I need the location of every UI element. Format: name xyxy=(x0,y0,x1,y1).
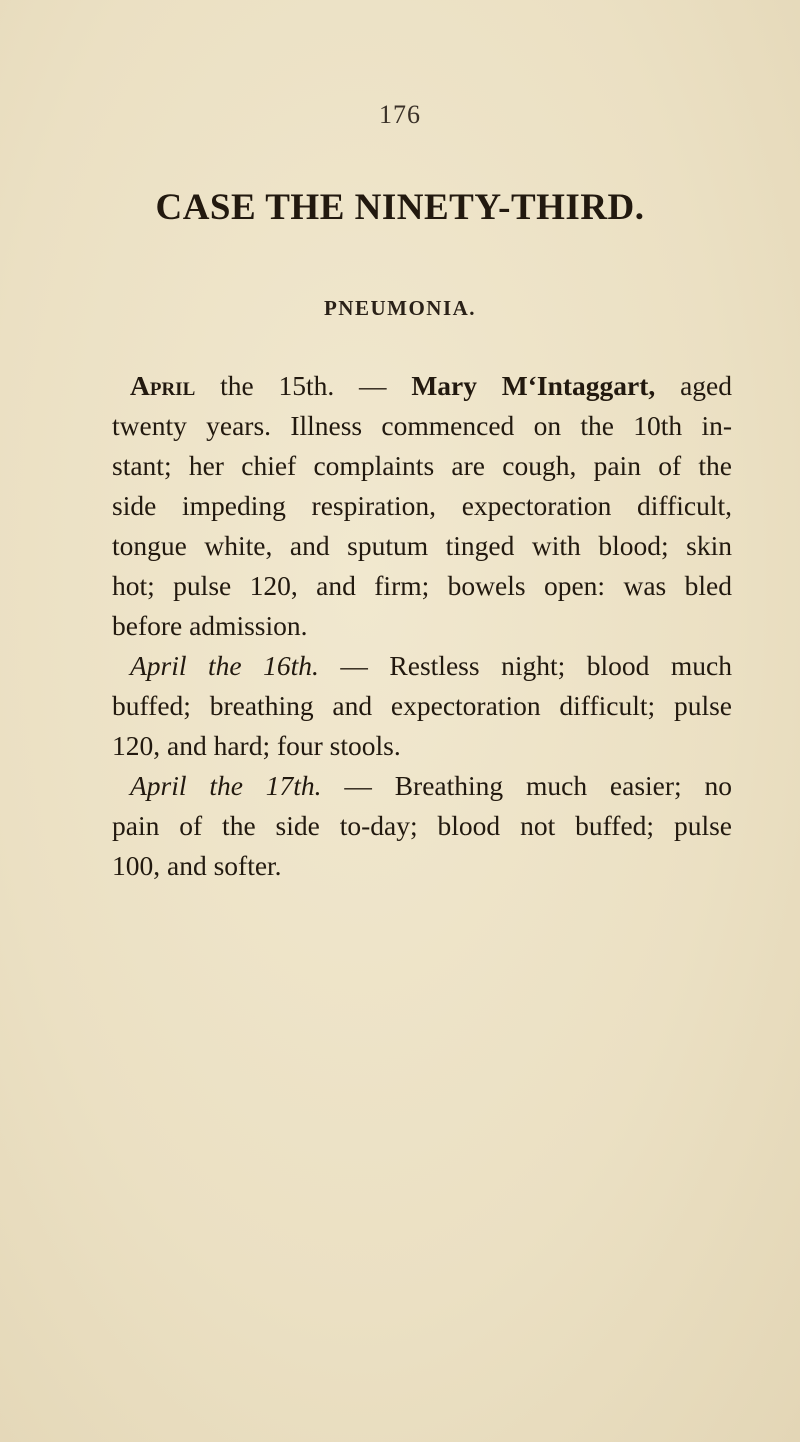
date-label: April xyxy=(130,370,196,401)
entry-april-17-line-3: 100, and softer. xyxy=(112,850,282,881)
entry-april-15-line-7: before admission. xyxy=(112,610,308,641)
page-number: 176 xyxy=(379,100,421,129)
text-fragment: aged xyxy=(680,370,732,401)
date-label: April the 16th. xyxy=(130,650,319,681)
date-label: April the 17th. xyxy=(130,770,322,801)
entry-april-15-line-1 xyxy=(112,366,732,406)
entry-april-15-line-5: tongue white, and sputum tinged with blood; skin xyxy=(112,530,732,561)
entry-april-15-line-4: side impeding respiration, expectoration difficult, xyxy=(112,490,732,521)
patient-name: Mary M‘Intaggart, xyxy=(411,370,656,401)
entry-april-15-line-6: hot; pulse 120, and firm; bowels open: was bled xyxy=(112,570,732,601)
text-fragment: Breathing much easier; no xyxy=(394,770,732,801)
case-subtitle: PNEUMONIA. xyxy=(323,296,477,320)
entry-april-16-line-2: buffed; breathing and expectoration difficult; pulse xyxy=(112,690,732,721)
entry-april-17-line-1 xyxy=(112,766,732,806)
entry-april-15-line-3: stant; her chief complaints are cough, pain of the xyxy=(112,450,732,481)
entry-april-16-line-3: 120, and hard; four stools. xyxy=(112,730,401,761)
entry-april-15-line-2: twenty years. Illness commenced on the 10th in- xyxy=(112,410,732,441)
date-rest: the 15th. — xyxy=(220,370,387,401)
dash: — xyxy=(318,650,390,681)
text-fragment: Restless night; blood much xyxy=(389,650,732,681)
entry-april-16-line-1 xyxy=(112,646,732,686)
dash: — xyxy=(321,770,395,801)
case-title: CASE THE NINETY-THIRD. xyxy=(155,187,645,228)
entry-april-17-line-2: pain of the side to-day; blood not buffed; pulse xyxy=(112,810,732,841)
case-body xyxy=(112,366,732,886)
